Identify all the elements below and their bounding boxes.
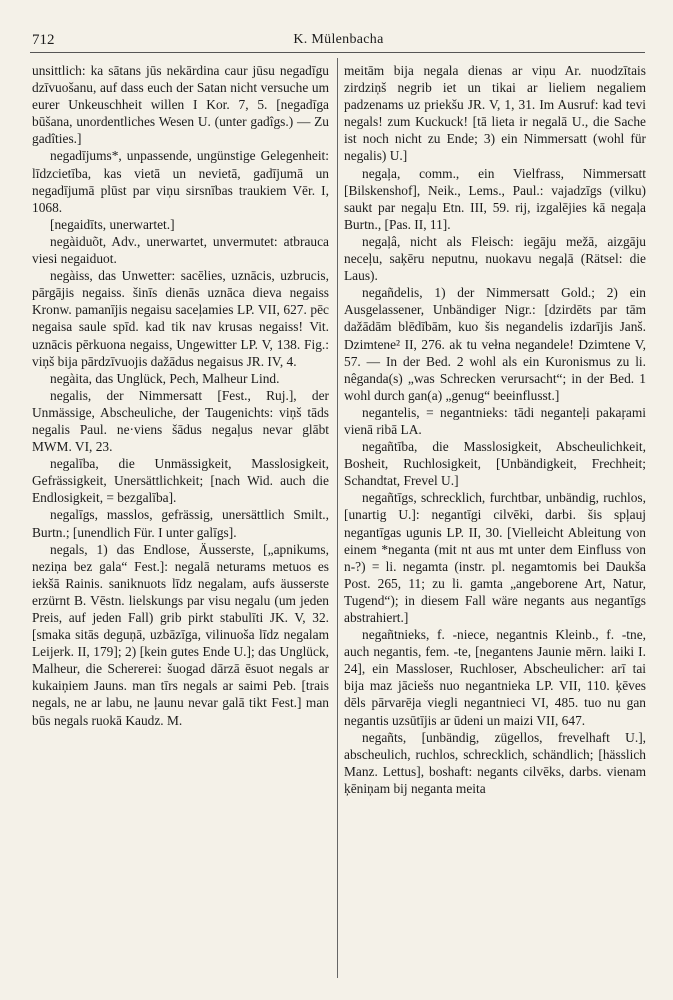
page-header — [32, 30, 645, 52]
right-column — [344, 62, 646, 797]
entry-negala: negaļa, comm., ein Vielfrass, Nimmersatt [Bilskenshof], Neik., Lems., Paul.: vajadzīgs (vilku) saukt par negaļu Etn. III, 59. rij, izgalējies kā negaļa Burtn., [Pas. II, 11]. — [344, 165, 646, 232]
entry-negaiduot: negàiduõt, Adv., unerwartet, unvermutet: atbrauca viesi negaiduot. — [32, 233, 329, 267]
entry-negandelis: negañdelis, 1) der Nimmersatt Gold.; 2) ein Ausgelassener, Unbändiger Nigr.: [dzirdēts par tām dažādām blēdībām, kuo šis negandelis izdarījis Janš. Dzimtene² II, 276. ak tu vełna negandele! Dzimtene V, 57. — In der Bed. 2 wohl als ein Kuronismus zu li. nêganda(s) „was Schrecken verursacht“; in der Bed. 1 wohl durch gan(a) „genug“ beeinflusst.] — [344, 285, 646, 403]
running-title: K. Mülenbacha — [293, 32, 384, 47]
entry-negantelis: negantelis, = negantnieks: tādi neganteļi pakaŗami vienā ribā LA. — [344, 404, 646, 437]
entry-negadijums: negadījums*, unpassende, ungünstige Gelegenheit: līdzcietība, kas vietā un nevietā, gadījumā un negadījumā plūst par viņu sirsnības traukiem Vēr. I, 1068. — [32, 148, 329, 215]
left-column — [32, 62, 329, 729]
entry-negantnieks: negañtnieks, f. -niece, negantnis Kleinb., f. -tne, auch negantis, fem. -te, [negantens Jaunie mērn. laiki I. 24], ein Massloser, Ruchloser, Abscheulicher: arī tai bija maz jāciešs nuo negantnieka LP. VII, 110. ķēves dēls pārvarēja viegli negantnieci VI, 485. tuo nu gan negantis uzsūtījis ar ūdeni un maizi VII, 647. — [344, 627, 646, 728]
entry-negantigs: negañtīgs, schrecklich, furchtbar, unbändig, ruchlos, [unartig U.]: negantīgi cilvēki, darbi. šis spļauj negantīgas ugunis LP. II, 30. [Vielleicht Ableitung von einem *neganta (mit nt aus mt unter dem Einfluss von n-?) = li. negamta (instr. pl. negamtomis bei Daukša Post. 265, 11; zu li. gamta „angeborene Art, Natur, Tugend“); in diesem Fall wäre negants aus negantīgs abstrahiert.] — [344, 490, 646, 625]
entry-negaidits: [negaidīts, unerwartet.] — [50, 216, 175, 232]
entry-negaita: negàita, das Unglück, Pech, Malheur Lind. — [50, 370, 280, 386]
column-divider — [337, 58, 338, 978]
entry-negaiss: negàiss, das Unwetter: sacēlies, uznācis, uzbrucis, pārgājis negaiss. šinīs dienās uznāca dieva negaiss Kronw. pamanījis negaisu saceļamies LP. VII, 627. pēc negaisa saule spīd. kad tik nav krusas negaiss! Vit. uznācis pērkuona negaiss, Ungewitter LP. V, 138. Fig.: viņš bija pārdzīvuojis dažādus negaisus JR. IV, 4. — [32, 268, 329, 369]
page-number: 712 — [32, 32, 55, 48]
entry-negantiba: negañtība, die Masslosigkeit, Abscheulichkeit, Bosheit, Ruchlosigkeit, [Unbändigkeit, Frechheit; Schandtat, Frevel U.] — [344, 439, 646, 489]
entry-negals-continued: meitām bija negala dienas ar viņu Ar. nuodzītais zirdziņš negrib iet un tikai ar lieliem negaliem padzenams uz priekšu JR. V, 1, 31. Im Ausruf: kad tevi negals! zum Kuckuck! [tā lieta ir negalā U., die Sache ist noch nicht zu Ende; 3) ein Nimmersatt (wohl für negalis) U.] — [344, 63, 646, 164]
entry-negants: negañts, [unbändig, zügellos, frevelhaft U.], abscheulich, ruchlos, schrecklich, schändlich; [hässlich Manz. Lettus], boshaft: negants cilvēks, darbs. vienam ķēniņam bij negantа meita — [344, 729, 646, 796]
entry-negaliba: negalība, die Unmässigkeit, Masslosigkeit, Gefrässigkeit, Unersättlichkeit; [nach Wid. auch die Endlosigkeit, = bezgalība]. — [32, 456, 329, 506]
entry-negalis: negalis, der Nimmersatt [Fest., Ruj.], der Unmässige, Abscheuliche, der Taugenichts: viņš tāds negalis Paul. ne·viens šādus negaļus nevar glābt MWM. VI, 23. — [32, 387, 329, 455]
entry-continuation: unsittlich: ka sātans jūs nekārdina caur jūsu negadīgu dzīvuošanu, auf dass euch der Satan nicht versuche um eurer Unkeuschheit willen I Kor. 7, 5. [negadīga būšana, unordentliches Wesen U. (unter gadîgs.) — Zu gadîties.] — [32, 63, 329, 147]
entry-negala-adverb: negaļâ, nicht als Fleisch: iegāju mežā, aizgāju neceļu, saķēru neputnu, nuokavu negaļā (Rätsel: die Laus). — [344, 233, 646, 284]
header-rule — [30, 52, 645, 53]
entry-negals: negals, 1) das Endlose, Äusserste, [„apnikums, neziņa bez gala“ Fest.]: negalā neturams metuos es iekšā Rainis. saniknuots līdz negalam, aufs äusserste erzürnt B. Vēstn. lielskungs par visu negalu (um jeden Preis, auf jeden Fall) grib pirkt stabulīti JK. V, 32. [smaka sitās deguņā, uzbāzīga, vilinuoša līdz negalam Leijerk. II, 179]; 2) [kein gutes Ende U.]; das Unglück, Malheur, die Schererei: šuogad dārzā ēsuot negals ar kukaiņiem Jauns. man tīrs negals ar saimi Peb. [trais negals, ne ar labu, ne ļaunu nevar galā tikt Fest.] man būs negals ruokā Kaudz. M. — [32, 541, 329, 728]
entry-negaligs: negalīgs, masslos, gefrässig, unersättlich Smilt., Burtn.; [unendlich Für. I unter galīgs]. — [32, 507, 329, 540]
